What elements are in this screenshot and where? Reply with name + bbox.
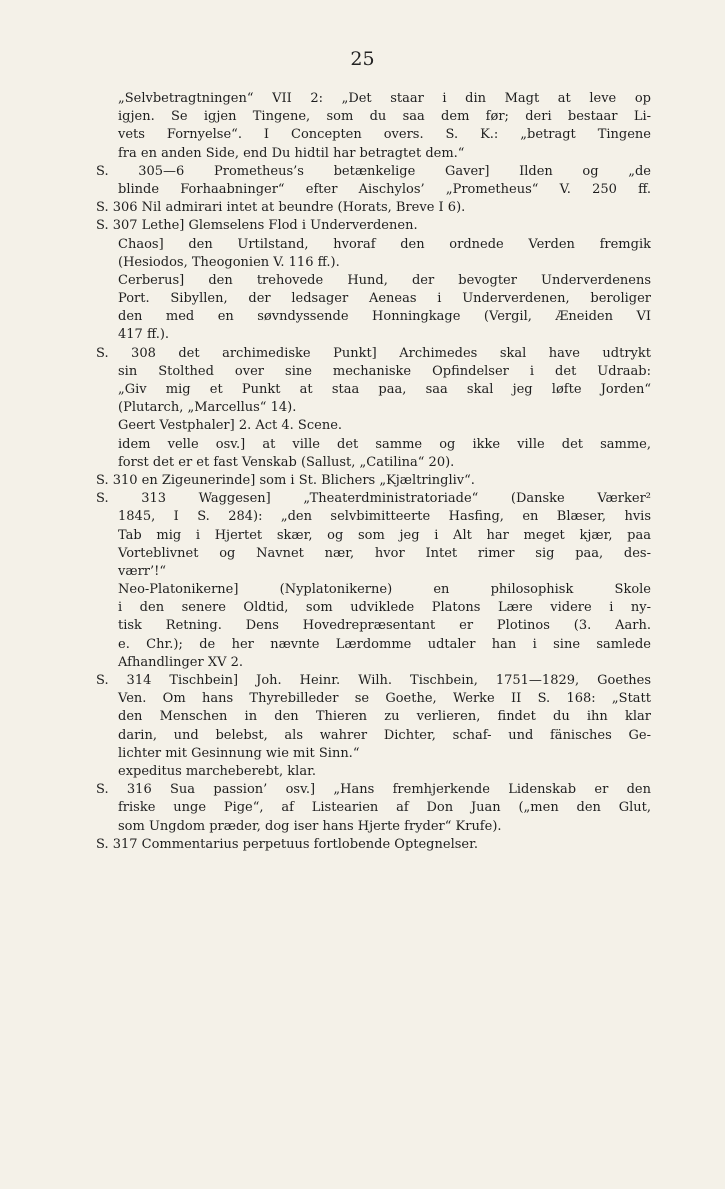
text-line: Neo-Platonikerne] (Nyplatonikerne) en philosophisk Skole (118, 582, 651, 598)
text-line: den med en søvndyssende Honningkage (Vergil, Æneiden VI (118, 309, 651, 325)
text-line: Ven. Om hans Thyrebilleder se Goethe, Werke II S. 168: „Statt (118, 691, 651, 707)
text-line: S. 307 Lethe] Glemselens Flod i Underverdenen. (96, 218, 418, 234)
text-line: 417 ff.). (118, 327, 170, 343)
text-line: Vorteblivnet og Navnet nær, hvor Intet rimer sig paa, des- (118, 545, 651, 561)
text-line: S. 317 Commentarius perpetuus fortlobende Optegnelser. (96, 836, 479, 852)
text-line: S. 306 Nil admirari intet at beundre (Horats, Breve I 6). (96, 200, 466, 216)
text-line: e. Chr.); de her nævnte Lærdomme udtaler han i sine samlede (118, 636, 651, 652)
text-line: Tab mig i Hjertet skær, og som jeg i Alt har meget kjær, paa (118, 527, 651, 543)
text-line: S. 313 Waggesen] „Theaterdministratoriade“ (Danske Værker² (96, 491, 651, 507)
text-line: Port. Sibyllen, der ledsager Aeneas i Underverdenen, beroliger (118, 291, 651, 307)
text-line: som Ungdom præder, dog iser hans Hjerte fryder“ Krufe). (118, 818, 502, 834)
text-line: tisk Retning. Dens Hovedrepræsentant er Plotinos (3. Aarh. (118, 618, 651, 634)
text-line: fra en anden Side, end Du hidtil har betragtet dem.“ (118, 145, 465, 161)
text-line: expeditus marcheberebt, klar. (118, 763, 316, 779)
text-line: S. 314 Tischbein] Joh. Heinr. Wilh. Tischbein, 1751—1829, Goethes (96, 673, 651, 688)
text-line: „Selvbetragtningen“ VII 2: „Det staar i din Magt at leve op (118, 91, 651, 106)
text-line: 1845, I S. 284): „den selvbimitteerte Hasfing, en Blæser, hvis (118, 509, 651, 525)
text-line: blinde Forhaabninger“ efter Aischylos’ „Prometheus“ V. 250 ff. (118, 181, 651, 197)
text-line: S. 305—6 Prometheus’s betænkelige Gaver] Ilden og „de (96, 163, 651, 179)
text-line: „Giv mig et Punkt at staa paa, saa skal jeg løfte Jorden“ (118, 382, 651, 397)
text-line: Geert Vestphaler] 2. Act 4. Scene. (118, 418, 343, 434)
text-line: Afhandlinger XV 2. (118, 654, 244, 670)
text-line: darin, und belebst, als wahrer Dichter, schaf- und fänisches Ge- (118, 727, 651, 743)
text-line: S. 310 en Zigeunerinde] som i St. Blichers „Kjæltringliv“. (96, 472, 475, 488)
text-line: lichter mit Gesinnung wie mit Sinn.“ (118, 745, 360, 761)
text-line: idem velle osv.] at ville det samme og ikke ville det samme, (118, 436, 651, 452)
text-line: S. 316 Sua passion’ osv.] „Hans fremhjerkende Lidenskab er den (96, 782, 651, 798)
text-line: forst det er et fast Venskab (Sallust, „Catilina“ 20). (118, 454, 455, 470)
text-line: den Menschen in den Thieren zu verlieren, findet du ihn klar (118, 709, 651, 725)
text-line: Cerberus] den trehovede Hund, der bevogter Underverdenens (118, 272, 651, 288)
text-line: (Hesiodos, Theogonien V. 116 ff.). (118, 254, 340, 270)
text-line: sin Stolthed over sine mechaniske Opfindelser i det Udraab: (118, 363, 651, 379)
text-line: (Plutarch, „Marcellus“ 14). (118, 400, 297, 416)
text-line: igjen. Se igjen Tingene, som du saa dem før; deri bestaar Li- (118, 109, 651, 125)
text-line: værr’!“ (118, 563, 166, 579)
text-line: vets Fornyelse“. I Concepten overs. S. K.: „betragt Tingene (118, 127, 651, 143)
text-line: i den senere Oldtid, som udviklede Platons Lære videre i ny- (118, 600, 651, 616)
text-line: S. 308 det archimediske Punkt] Archimedes skal have udtrykt (96, 345, 651, 361)
text-line: Chaos] den Urtilstand, hvoraf den ordnede Verden fremgik (118, 236, 651, 252)
notes-text-block (96, 90, 651, 854)
text-line: friske unge Pige“, af Listearien af Don Juan („men den Glut, (118, 800, 651, 816)
page-number: 25 (350, 48, 375, 70)
